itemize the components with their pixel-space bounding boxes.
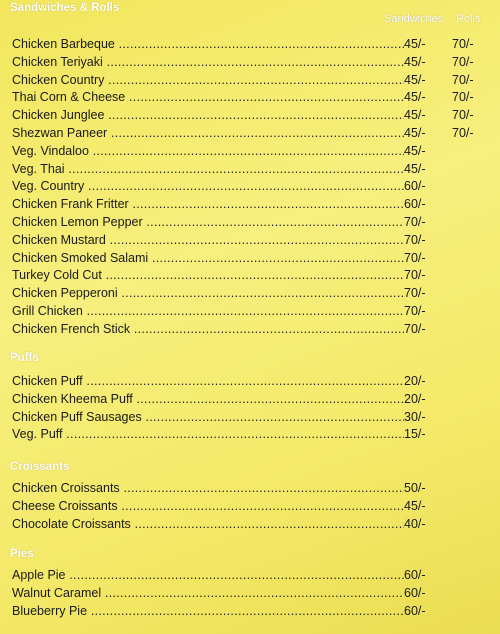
roll-price: 70/- [452, 125, 474, 140]
item-name: Veg. Vindaloo ..... [12, 143, 404, 161]
item-name: Chicken Smoked Salami ..... [12, 250, 404, 268]
item-price: 50/- [404, 481, 426, 495]
item-name: Chicken Lemon Pepper ..... [12, 214, 404, 232]
sandwich-price: 70/- [404, 268, 426, 283]
item-name: Chicken Pepperoni ..... [12, 285, 404, 303]
section-title-pies: Pies [10, 548, 34, 560]
menu-list-pies [0, 567, 500, 620]
item-price: 30/- [404, 409, 426, 424]
roll-price: 70/- [452, 90, 474, 105]
menu-item [0, 391, 500, 409]
menu-item [0, 603, 500, 621]
sandwich-price: 60/- [404, 197, 426, 212]
roll-price: 70/- [452, 72, 474, 87]
item-name: Chicken Puff Sausages ..... [12, 409, 404, 427]
menu-item [0, 143, 500, 161]
sandwich-price: 70/- [404, 232, 426, 247]
menu-item [0, 250, 500, 268]
sandwich-price: 60/- [404, 179, 426, 194]
menu-item [0, 232, 500, 250]
item-name: Veg. Puff ..... [12, 426, 404, 444]
section-title-croissants: Croissants [10, 461, 70, 473]
sandwich-price: 70/- [404, 321, 426, 336]
menu-item [0, 267, 500, 285]
item-name: Walnut Caramel ..... [12, 585, 404, 603]
item-price: 40/- [404, 516, 426, 531]
menu-item [0, 426, 500, 444]
item-name: Chicken French Stick ..... [12, 321, 404, 339]
menu-item [0, 516, 500, 534]
menu-item [0, 72, 500, 90]
menu-item [0, 585, 500, 603]
item-price: 60/- [404, 585, 426, 600]
item-name: Apple Pie ..... [12, 567, 404, 585]
section-title-puffs: Puffs [10, 352, 39, 364]
menu-list-sandwiches-rolls [0, 36, 500, 339]
item-name: Chicken Kheema Puff ..... [12, 391, 404, 409]
item-price: 20/- [404, 391, 426, 406]
item-name: Chocolate Croissants ..... [12, 516, 404, 534]
menu-item [0, 89, 500, 107]
sandwich-price: 45/- [404, 54, 426, 69]
item-name: Chicken Junglee ..... [12, 107, 404, 125]
item-price: 60/- [404, 603, 426, 618]
sandwich-price: 45/- [404, 72, 426, 87]
item-price: 45/- [404, 498, 426, 513]
item-name: Chicken Teriyaki ..... [12, 54, 404, 72]
menu-item [0, 54, 500, 72]
item-name: Veg. Thai ..... [12, 161, 404, 179]
sandwich-price: 45/- [404, 108, 426, 123]
item-name: Chicken Frank Fritter ..... [12, 196, 404, 214]
item-price: 15/- [404, 427, 426, 442]
item-name: Turkey Cold Cut ..... [12, 267, 404, 285]
item-name: Chicken Country ..... [12, 72, 404, 90]
menu-list-croissants [0, 480, 500, 533]
roll-price: 70/- [452, 108, 474, 123]
section-title-sandwiches-rolls: Sandwiches & Rolls [10, 2, 120, 14]
sandwich-price: 70/- [404, 286, 426, 301]
sandwich-price: 45/- [404, 161, 426, 176]
item-name: Cheese Croissants ..... [12, 498, 404, 516]
menu-item [0, 409, 500, 427]
sandwich-price: 70/- [404, 303, 426, 318]
menu-item [0, 373, 500, 391]
menu-list-puffs [0, 373, 500, 444]
menu-item [0, 196, 500, 214]
item-name: Chicken Puff ..... [12, 373, 404, 391]
menu-item [0, 107, 500, 125]
menu-item [0, 125, 500, 143]
menu-item [0, 178, 500, 196]
menu-item [0, 567, 500, 585]
menu-item [0, 285, 500, 303]
item-name: Shezwan Paneer ..... [12, 125, 404, 143]
sandwich-price: 70/- [404, 214, 426, 229]
item-name: Thai Corn & Cheese ..... [12, 89, 404, 107]
sandwich-price: 45/- [404, 125, 426, 140]
roll-price: 70/- [452, 37, 474, 51]
column-header-sandwiches: Sandwiches [384, 13, 444, 25]
sandwich-price: 45/- [404, 143, 426, 158]
sandwich-price: 45/- [404, 37, 426, 51]
menu-item [0, 480, 500, 498]
item-name: Chicken Mustard ..... [12, 232, 404, 250]
menu-item [0, 36, 500, 54]
menu-item [0, 321, 500, 339]
sandwich-price: 70/- [404, 250, 426, 265]
menu-item [0, 498, 500, 516]
item-price: 60/- [404, 568, 426, 582]
menu-item [0, 161, 500, 179]
item-name: Chicken Barbeque ..... [12, 36, 404, 54]
item-price: 20/- [404, 374, 426, 388]
sandwich-price: 45/- [404, 90, 426, 105]
menu-item [0, 214, 500, 232]
roll-price: 70/- [452, 54, 474, 69]
column-header-rolls: Rolls [456, 13, 481, 25]
item-name: Veg. Country ..... [12, 178, 404, 196]
item-name: Blueberry Pie ..... [12, 603, 404, 621]
menu-item [0, 303, 500, 321]
item-name: Grill Chicken ..... [12, 303, 404, 321]
item-name: Chicken Croissants ..... [12, 480, 404, 498]
